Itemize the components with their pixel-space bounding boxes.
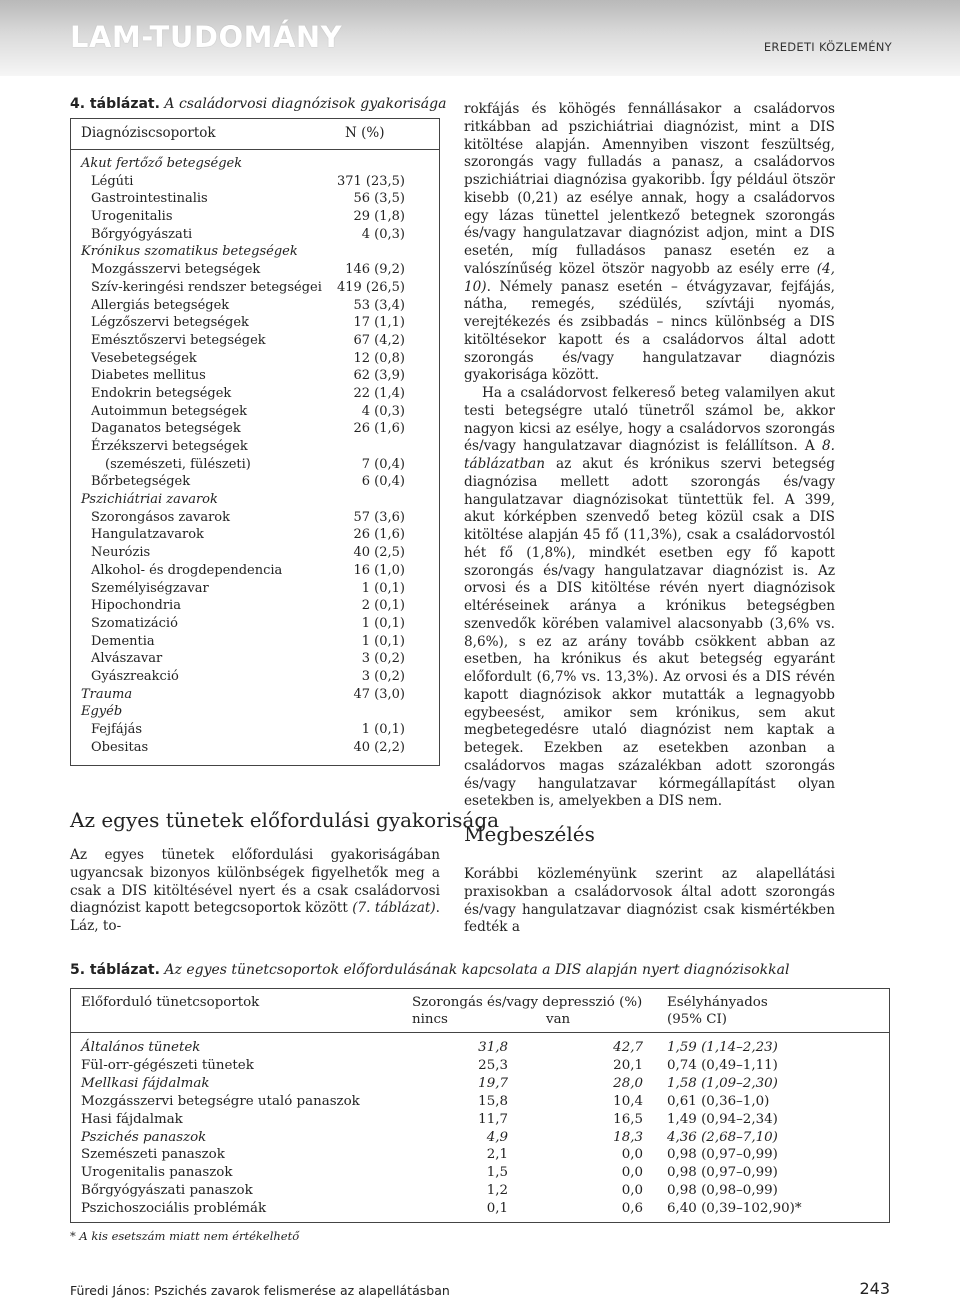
table5-row-label: Pszichés panaszok	[81, 1129, 207, 1145]
table4-row	[81, 544, 431, 562]
table5-row-odds: 1,49 (0,94–2,34)	[667, 1111, 778, 1127]
table4-row-value: 67 (4,2)	[353, 332, 405, 348]
table5-row-odds: 0,61 (0,36–1,0)	[667, 1093, 770, 1109]
table5-row-nincs: 25,3	[478, 1057, 508, 1073]
table5-row	[71, 1075, 891, 1093]
table5-row-van: 28,0	[613, 1075, 643, 1091]
section-heading-symptoms: Az egyes tünetek előfordulási gyakorisága	[70, 808, 500, 832]
table5-row	[71, 1129, 891, 1147]
table4-row	[81, 597, 431, 615]
table4-row-label: Érzékszervi betegségek	[91, 439, 248, 454]
table4-row	[81, 456, 431, 474]
table4-row-value: 47 (3,0)	[353, 686, 405, 702]
table5-col-symptoms: Előforduló tünetcsoportok	[81, 995, 260, 1010]
table4-row-label: Alkohol- és drogdependencia	[91, 562, 283, 578]
table4-row	[81, 491, 431, 509]
table5-row	[71, 1093, 891, 1111]
table4-row-label: Hangulatzavarok	[91, 527, 204, 543]
table5-title: Az egyes tünetcsoportok előfordulásának kapcsolata a DIS alapján nyert diagnózisokkal	[164, 962, 790, 978]
table4-row-value: 26 (1,6)	[353, 421, 405, 437]
table4-row	[81, 438, 431, 456]
table5-col-van: van	[546, 1012, 571, 1027]
table4-row	[81, 526, 431, 544]
table4-row-label: (szemészeti, fülészeti)	[105, 456, 251, 472]
right-p2-text-b: az akut és krónikus szervi betegség diagnózisa mellett adott szorongás és/vagy hangulatzavar diagnózisokat tüntettük fel. A 399, akut kórképben szenvedő beteg közül csak a DIS kitöltése alapján 45 fő (11,3%), csak a családorvostól hét fő (1,8%), mindkét esetben egy fő kapott szorongás és/vagy hangulatzavar diagnózist is. Az orvosi és a DIS kitöltése révén nyert diagnózisok eltéréseinek aránya a krónikus betegségben szenvedők körében valamivel alacsonyabb (3,6% vs. 8,6%), s ez az arány tovább csökkent abban az esetben, ha krónikus és akut betegség egyaránt előfordult (6,7% vs. 13,3%). Az orvosi és a DIS révén kapott diagnózisok akkor mutatták a legnagyobb egybeesést, amikor sem krónikus, sem akut megbetegedésre utaló diagnózist nem kaptak a betegek. Ezekben az esetekben azonban a családorvos magas százalékban adott szorongás és/vagy hangulatzavar kórmegállapítást olyan esetekben is, amelyekben a DIS nem.	[464, 456, 835, 810]
table5-row-van: 0,6	[621, 1201, 643, 1217]
table5-row-van: 16,5	[613, 1111, 643, 1127]
table4-row-label: Pszichiátriai zavarok	[81, 492, 218, 508]
table5-col-ci: (95% CI)	[667, 1012, 728, 1027]
right-text-column	[464, 101, 835, 811]
table4-row-value: 17 (1,1)	[353, 315, 405, 331]
table4-row	[81, 473, 431, 491]
table4-row-value: 3 (0,2)	[361, 651, 405, 667]
table4-row	[81, 243, 431, 261]
table4-row-value: 56 (3,5)	[353, 191, 405, 207]
table4-row	[81, 509, 431, 527]
table5-row-odds: 0,74 (0,49–1,11)	[667, 1057, 778, 1073]
table4-row-label: Trauma	[81, 686, 133, 702]
table4-row-value: 1 (0,1)	[361, 722, 405, 737]
table5-row-label: Pszichoszociális problémák	[81, 1201, 267, 1217]
table4-row	[81, 385, 431, 403]
table4-row-label: Hipochondria	[91, 598, 181, 614]
symptoms-text-end: . Láz, to-	[70, 900, 440, 934]
table5-row-nincs: 1,5	[486, 1165, 508, 1181]
table4-row-label: Gyászreakció	[91, 668, 179, 684]
table5-row	[71, 1111, 891, 1129]
table4-row-label: Autoimmun betegségek	[91, 403, 248, 419]
table4-row	[81, 633, 431, 651]
table4-row-value: 419 (26,5)	[336, 279, 405, 295]
table4-row-value: 3 (0,2)	[361, 668, 405, 684]
table4-number: 4. táblázat.	[70, 96, 160, 112]
table4-row-value: 4 (0,3)	[361, 226, 405, 242]
table4-row-label: Neurózis	[91, 545, 151, 561]
table5-row-van: 42,7	[613, 1040, 643, 1055]
table5-row-van: 18,3	[613, 1129, 643, 1145]
table4-row-label: Szív-keringési rendszer betegségei	[91, 279, 322, 295]
table5-row	[71, 1200, 891, 1218]
table4-row	[81, 367, 431, 385]
table5-row	[71, 1057, 891, 1075]
table4-row-label: Szomatizáció	[91, 615, 178, 631]
table4-row-label: Allergiás betegségek	[91, 297, 230, 313]
table4-row-label: Obesitas	[91, 739, 149, 755]
table5-row-nincs: 2,1	[486, 1147, 508, 1163]
table5-row-nincs: 4,9	[486, 1129, 508, 1145]
table5-row-nincs: 19,7	[478, 1075, 508, 1091]
table4-row-value: 40 (2,2)	[353, 739, 405, 755]
table5-footnote: * A kis esetszám miatt nem értékelhető	[70, 1229, 300, 1243]
table4-row-value: 371 (23,5)	[336, 173, 405, 189]
table5-row-label: Urogenitalis panaszok	[81, 1165, 233, 1181]
table5-row-odds: 4,36 (2,68–7,10)	[667, 1129, 778, 1145]
table4-row	[81, 615, 431, 633]
table4-row-label: Urogenitalis	[91, 209, 173, 225]
right-p1-text-b: . Némely panasz esetén – étvágyzavar, fejfájás, nátha, remegés, szédülés, szívtáji nyomás, verejtékezés és zsibbadás – nincs különbség a DIS kitöltésekor kapott és a családorvos által adott szorongás és/vagy hangulatzavar diagnózis gyakorisága között.	[464, 278, 835, 384]
table5-row-nincs: 0,1	[486, 1201, 508, 1217]
table4-row	[81, 403, 431, 421]
journal-header	[0, 0, 960, 76]
table4-row	[81, 686, 431, 704]
symptoms-paragraph	[70, 847, 440, 936]
table4-row	[81, 208, 431, 226]
table5-row-odds: 6,40 (0,39–102,90)*	[667, 1201, 802, 1217]
table5-row	[71, 1182, 891, 1200]
table5-col-anxiety: Szorongás és/vagy depresszió (%)	[412, 995, 643, 1010]
table4-row	[81, 190, 431, 208]
table4-row-label: Személyiségzavar	[91, 580, 209, 596]
table4-col-n: N (%)	[345, 125, 385, 141]
table4-divider	[71, 149, 439, 150]
table4-row	[81, 226, 431, 244]
table5-row-van: 20,1	[613, 1057, 643, 1073]
page-number: 243	[859, 1279, 890, 1298]
symptoms-table-ref: (7. táblázat)	[352, 900, 436, 917]
table4-row-label: Emésztőszervi betegségek	[91, 332, 266, 348]
table5-row-nincs: 15,8	[478, 1093, 508, 1109]
table4-row-label: Endokrin betegségek	[91, 385, 232, 401]
table5-col-nincs: nincs	[412, 1012, 448, 1027]
table5-row-van: 0,0	[621, 1165, 643, 1181]
right-p2-text-a: Ha a családorvost felkereső beteg valamilyen akut testi betegségre utaló tünetről számol be, akkor nagyon kicsi az esélye, hogy a családorvos szorongás és/vagy hangulatzavar diagnózist is felállítson. A	[464, 385, 835, 455]
table4-row	[81, 297, 431, 315]
table4-row-value: 4 (0,3)	[361, 403, 405, 419]
table4-row-label: Egyéb	[81, 704, 123, 720]
table4-row-value: 53 (3,4)	[353, 297, 405, 313]
table4-row	[81, 703, 431, 721]
table4-row	[81, 155, 431, 173]
table4-row	[81, 668, 431, 686]
table4-row	[81, 420, 431, 438]
table5-row-odds: 1,58 (1,09–2,30)	[667, 1075, 778, 1091]
journal-title: LAM-TUDOMÁNY	[70, 20, 343, 54]
table4-row-label: Vesebetegségek	[91, 350, 197, 366]
table5	[70, 988, 890, 1223]
table5-row	[71, 1039, 891, 1057]
symptoms-text-start: Az egyes tünetek előfordulási gyakoriságában ugyancsak bizonyos különbségek figyelhetők meg a csak a DIS kitöltésével nyert és a csak családorvosi diagnózist kapott betegcsoportok között	[70, 847, 440, 917]
table5-row-odds: 1,59 (1,14–2,23)	[667, 1040, 778, 1055]
table4-row-label: Bőrbetegségek	[91, 474, 191, 490]
table4-col-group: Diagnóziscsoportok	[81, 125, 216, 141]
table4-header	[81, 125, 431, 141]
table4-row	[81, 580, 431, 598]
table5-row-nincs: 1,2	[486, 1183, 508, 1199]
table5-row-nincs: 11,7	[478, 1111, 508, 1127]
table5-number: 5. táblázat.	[70, 962, 160, 978]
table5-row	[71, 1164, 891, 1182]
table4-row-value: 62 (3,9)	[353, 368, 405, 384]
discussion-text: Korábbi közleményünk szerint az alapellátási praxisokban a családorvosok által adott szorongás és/vagy hangulatzavar diagnózist csak kismértékben fedték a	[464, 866, 835, 936]
table4	[70, 118, 440, 766]
right-p2-ref: 8. táblázatban	[464, 438, 835, 472]
table5-row-label: Mozgásszervi betegségre utaló panaszok	[81, 1093, 360, 1109]
table4-caption	[70, 96, 446, 112]
table4-row	[81, 261, 431, 279]
table4-row-label: Mozgásszervi betegségek	[91, 262, 261, 278]
table5-row-label: Fül-orr-gégészeti tünetek	[81, 1057, 254, 1073]
table4-row	[81, 314, 431, 332]
table4-row-value: 146 (9,2)	[345, 262, 405, 278]
table4-row-value: 6 (0,4)	[361, 474, 405, 490]
table5-row	[71, 1146, 891, 1164]
table5-row-label: Általános tünetek	[81, 1040, 201, 1055]
table4-row-label: Daganatos betegségek	[91, 421, 241, 437]
footer-author-title: Füredi János: Pszichés zavarok felismerése az alapellátásban	[70, 1283, 450, 1298]
table4-row	[81, 350, 431, 368]
table5-row-van: 0,0	[621, 1183, 643, 1199]
table4-row-label: Diabetes mellitus	[91, 368, 206, 384]
table5-row-odds: 0,98 (0,97–0,99)	[667, 1165, 778, 1181]
table4-row-value: 1 (0,1)	[361, 633, 405, 649]
table4-row	[81, 739, 431, 757]
section-heading-discussion: Megbeszélés	[464, 822, 595, 846]
table5-row-label: Mellkasi fájdalmak	[81, 1075, 210, 1091]
table4-row-label: Bőrgyógyászati	[91, 226, 193, 242]
table4-row-label: Alvászavar	[91, 651, 163, 667]
table4-row-label: Akut fertőző betegségek	[81, 156, 243, 171]
table4-row	[81, 721, 431, 739]
table4-row-value: 22 (1,4)	[353, 385, 405, 401]
table5-row-van: 0,0	[621, 1147, 643, 1163]
table4-row-value: 40 (2,5)	[353, 545, 405, 561]
table4-row-label: Szorongásos zavarok	[91, 509, 230, 525]
table5-row-odds: 0,98 (0,97–0,99)	[667, 1147, 778, 1163]
table5-col-odds: Esélyhányados	[667, 995, 768, 1010]
table4-title: A családorvosi diagnózisok gyakorisága	[164, 96, 447, 112]
table4-row-label: Légúti	[91, 173, 134, 189]
table4-row	[81, 279, 431, 297]
table4-row	[81, 650, 431, 668]
table4-row-label: Gastrointestinalis	[91, 191, 208, 207]
table4-row-value: 26 (1,6)	[353, 527, 405, 543]
table5-row-odds: 0,98 (0,98–0,99)	[667, 1183, 778, 1199]
table4-row-value: 57 (3,6)	[353, 509, 405, 525]
discussion-paragraph	[464, 866, 835, 937]
table4-row-value: 29 (1,8)	[353, 209, 405, 225]
table5-row-label: Szemészeti panaszok	[81, 1147, 225, 1163]
table5-row-label: Bőrgyógyászati panaszok	[81, 1183, 253, 1199]
table4-row-value: 1 (0,1)	[361, 580, 405, 596]
right-p1-ref: (4, 10)	[464, 260, 835, 295]
table4-row-value: 12 (0,8)	[353, 350, 405, 366]
section-label: EREDETI KÖZLEMÉNY	[763, 40, 892, 54]
table4-row-value: 16 (1,0)	[353, 562, 405, 578]
table4-row-label: Légzőszervi betegségek	[91, 315, 249, 331]
table5-row-van: 10,4	[613, 1093, 643, 1109]
table4-row-label: Fejfájás	[91, 722, 143, 737]
table5-row-nincs: 31,8	[478, 1040, 508, 1055]
table4-row-value: 7 (0,4)	[361, 456, 405, 472]
table4-row-label: Dementia	[91, 633, 155, 649]
table5-caption	[70, 962, 789, 978]
table4-row-label: Krónikus szomatikus betegségek	[81, 244, 298, 260]
right-p1-text-a: rokfájás és köhögés fennállásakor a családorvos ritkábban ad pszichiátriai diagnózist, mint a DIS kitöltése alapján. Amennyiben viszont feszültség, szorongás vagy fulladás a panasz, a családorvos pszichiátriai diagnózisa gyakoribb. Így például ötször kisebb (0,21) az esélye annak, hogy a családorvos egy lázas tünettel jelentkező betegnek szorongás és/vagy hangulatzavar diagnózist adjon, mint a DIS esetén, míg fulladásos panasz esetén ez a valószínűség közel ötször nagyobb az esély erre	[464, 101, 835, 277]
table4-body	[81, 155, 431, 756]
table4-row-value: 1 (0,1)	[361, 615, 405, 631]
table4-row	[81, 562, 431, 580]
table4-row	[81, 332, 431, 350]
table4-row-value: 2 (0,1)	[361, 598, 405, 614]
table4-row	[81, 173, 431, 191]
table5-row-label: Hasi fájdalmak	[81, 1111, 183, 1127]
table5-divider	[71, 1032, 889, 1033]
